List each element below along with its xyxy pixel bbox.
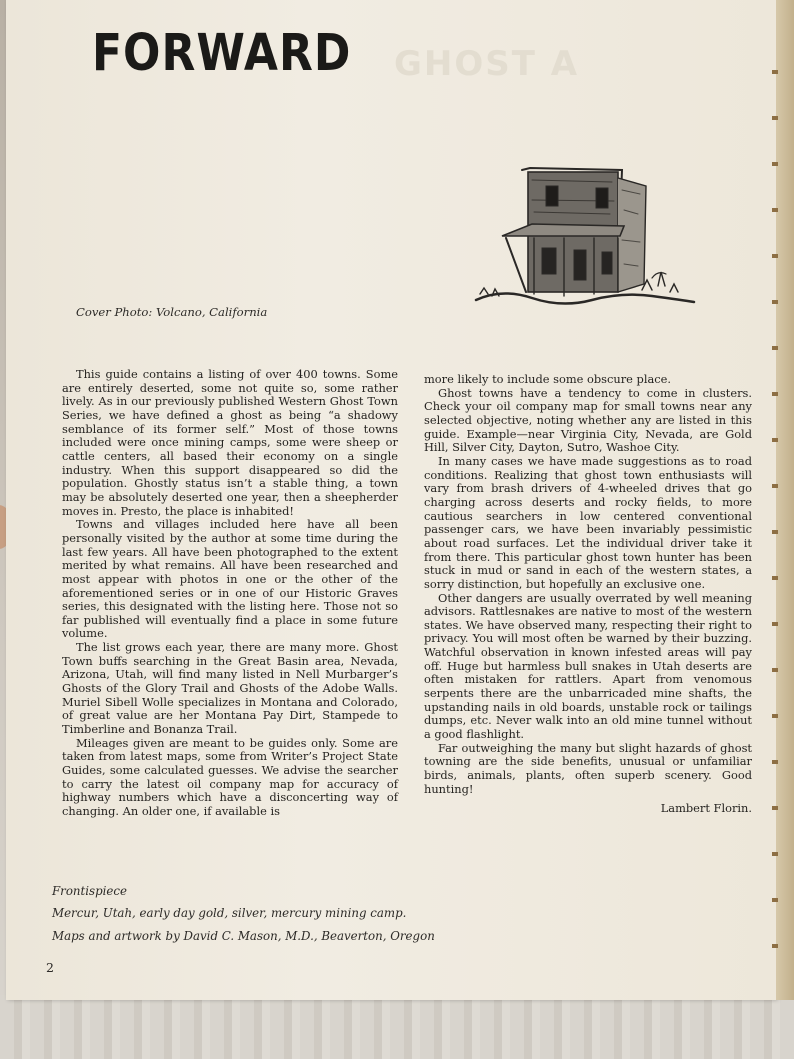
paragraph: Ghost towns have a tendency to come in clusters. Check your oil company map for small towns near any selected objective, noting whether any are listed in this guide. Example—near Virginia City, Nevada, are Gold Hill, Silver City, Dayton, Sutro, Washoe City. <box>424 385 752 455</box>
paragraph: In many cases we have made suggestions as to road conditions. Realizing that ghost town enthusiasts will vary from brash drivers of 4-wheeled drives that go charging across deserts and rocky fields, to more cautious searchers in low centered conventional passenger cars, we have been invariably pessimistic about road surfaces. Let the individual driver take it from there. This particular ghost town hunter has been stuck in mud or sand in each of the western states, a sorry distinction, but hopefully an exclusive one. <box>424 453 752 591</box>
book-binding-stitches <box>772 40 778 980</box>
cover-photo-caption: Cover Photo: Volcano, California <box>76 304 268 319</box>
frontispiece-caption: Mercur, Utah, early day gold, silver, mercury mining camp. <box>52 906 407 920</box>
show-through-text: GHOST A <box>394 44 580 84</box>
body-column-left <box>62 368 398 819</box>
paragraph: Mileages given are meant to be guides only. Some are taken from latest maps, some from Writer’s Project State Guides, some calculated guesses. We advise the searcher to carry the latest oil company map for accuracy of highway numbers which have a disconcerting way of changing. An older one, if available is <box>62 735 398 818</box>
ghost-town-building-illustration <box>472 160 698 312</box>
author-signature: Lambert Florin. <box>660 801 752 816</box>
frontispiece-label: Frontispiece <box>52 884 127 898</box>
page-edge <box>776 0 794 1000</box>
paragraph: more likely to include some obscure place. <box>424 372 671 386</box>
page-title: FORWARD <box>92 24 352 83</box>
paragraph: Towns and villages included here have all been personally visited by the author at some time during the last few years. All have been photographed to the extent merited by what remains. All have been researched and most appear with photos in one or the other of the aforementioned series or in one of our Historic Graves series, this designated with the listing here. Those not so far published will eventually find a place in some future volume. <box>62 517 398 641</box>
book-page <box>6 0 776 1000</box>
paragraph: Other dangers are usually overrated by well meaning advisors. Rattlesnakes are native to most of the western states. We have observed many, respecting their right to privacy. You will most often be warned by their buzzing. Watchful observation in known infested areas will pay off. Huge but harmless bull snakes in Utah deserts are often mistaken for rattlers. Apart from venomous serpents there are the unbarricaded mine shafts, the upstanding nails in old boards, unstable rock or tailings dumps, etc. Never walk into an old mine tunnel without a good flashlight. <box>424 590 752 742</box>
paragraph: Far outweighing the many but slight hazards of ghost towning are the side benefits, unusual or unfamiliar birds, animals, plants, often superb scenery. Good hunting! <box>424 740 752 796</box>
page-number: 2 <box>46 960 54 975</box>
paragraph: The list grows each year, there are many more. Ghost Town buffs searching in the Great Basin area, Nevada, Arizona, Utah, will find many listed in Nell Murbarger’s Ghosts of the Glory Trail and Ghosts of the Adobe Walls. Muriel Sibell Wolle specializes in Montana and Colorado, of great value are her Montana Pay Dirt, Stampede to Timberline and Bonanza Trail. <box>62 640 398 737</box>
body-column-right <box>424 373 752 816</box>
cloth-background <box>0 995 794 1059</box>
paragraph: This guide contains a listing of over 400 towns. Some are entirely deserted, some not quite so, some rather lively. As in our previously published Western Ghost Town Series, we have defined a ghost as being “a shadowy semblance of its former self.” Most of those towns included were once mining camps, some were sheep or cattle centers, all based their economy on a single industry. When this support disappeared so did the population. Ghostly status isn’t a stable thing, a town may be absolutely deserted one year, then a sheepherder moves in. Presto, the place is inhabited! <box>62 367 398 518</box>
artwork-credits: Maps and artwork by David C. Mason, M.D., Beaverton, Oregon <box>52 929 435 943</box>
